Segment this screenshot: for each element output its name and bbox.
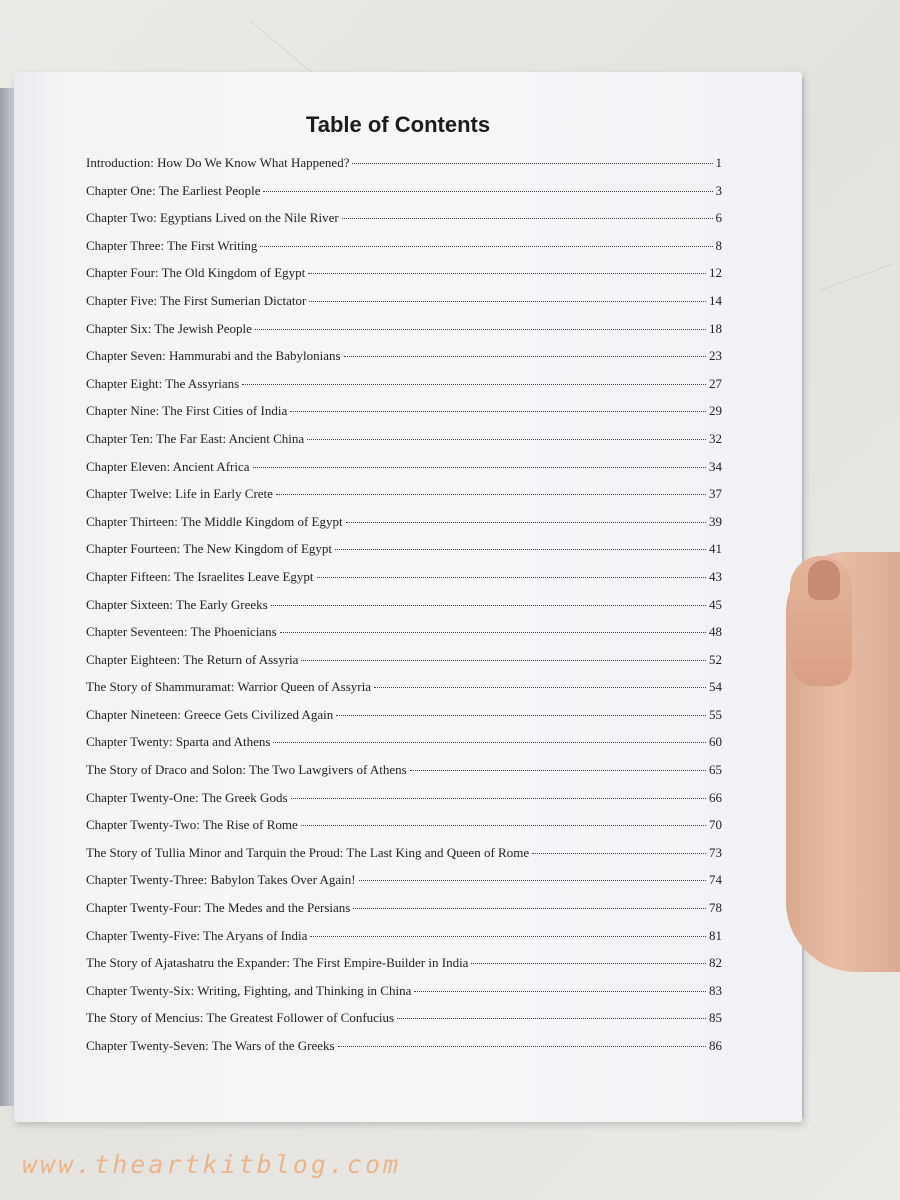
toc-page-number: 82 [709, 955, 722, 971]
toc-entry-title: Chapter Seventeen: The Phoenicians [86, 624, 277, 640]
toc-entry [86, 762, 722, 790]
toc-page-number: 86 [709, 1038, 722, 1053]
dot-leader [301, 660, 706, 661]
toc-entry [86, 155, 722, 183]
toc-entry [86, 541, 722, 569]
toc-entry-title: Chapter Fourteen: The New Kingdom of Egypt [86, 541, 332, 557]
toc-entry [86, 348, 722, 376]
dot-leader [397, 1018, 706, 1019]
dot-leader [374, 687, 706, 688]
table-of-contents [86, 155, 722, 1066]
toc-entry [86, 265, 722, 293]
toc-page-number: 41 [709, 541, 722, 557]
dot-leader [414, 991, 706, 992]
toc-entry [86, 569, 722, 597]
dot-leader [255, 329, 706, 330]
toc-entry-title: Chapter Eight: The Assyrians [86, 375, 240, 391]
toc-page-number: 70 [709, 817, 722, 833]
toc-page-number: 60 [709, 734, 722, 750]
toc-entry-title: Chapter Sixteen: The Early Greeks [86, 596, 268, 612]
page-title: Table of Contents [305, 112, 491, 137]
toc-entry [86, 679, 722, 707]
toc-page-number: 6 [715, 210, 722, 226]
toc-page-number: 12 [709, 265, 722, 281]
dot-leader [291, 798, 707, 799]
toc-page-number: 37 [709, 486, 722, 502]
toc-entry [86, 983, 722, 1011]
dot-leader [317, 577, 706, 578]
toc-entry [86, 734, 722, 762]
dot-leader [335, 549, 706, 550]
toc-page-number: 85 [709, 1010, 722, 1026]
toc-page-number: 81 [709, 927, 722, 943]
dot-leader [273, 742, 706, 743]
toc-entry-title: Chapter Nineteen: Greece Gets Civilized Again [86, 706, 334, 722]
toc-entry-title: Chapter Twenty-Two: The Rise of Rome [86, 817, 298, 833]
toc-page-number: 27 [709, 375, 722, 391]
toc-page-number: 66 [709, 789, 722, 805]
dot-leader [276, 494, 706, 495]
toc-entry-title: Chapter Two: Egyptians Lived on the Nile River [86, 210, 339, 226]
toc-entry-title: Chapter Four: The Old Kingdom of Egypt [86, 265, 306, 281]
toc-entry [86, 376, 722, 404]
toc-page-number: 43 [709, 568, 722, 584]
toc-entry-title: Chapter Twenty-Four: The Medes and the Persians [86, 900, 351, 916]
dot-leader [308, 273, 706, 274]
toc-entry-title: Chapter Twenty-Six: Writing, Fighting, and Thinking in China [86, 982, 412, 998]
toc-entry [86, 900, 722, 928]
marble-vein [250, 20, 320, 79]
toc-entry-title: Chapter Twenty: Sparta and Athens [86, 734, 271, 750]
toc-entry-title: Chapter Eighteen: The Return of Assyria [86, 651, 299, 667]
toc-page-number: 18 [709, 320, 722, 336]
toc-entry [86, 183, 722, 211]
toc-entry-title: Chapter Seven: Hammurabi and the Babylonians [86, 348, 341, 364]
dot-leader [280, 632, 706, 633]
dot-leader [253, 467, 706, 468]
toc-page-number: 52 [709, 651, 722, 667]
dot-leader [338, 1046, 706, 1047]
toc-entry-title: Chapter Twenty-Seven: The Wars of the Greeks [86, 1038, 335, 1053]
toc-page-number: 32 [709, 430, 722, 446]
dot-leader [346, 522, 706, 523]
toc-entry-title: The Story of Tullia Minor and Tarquin the Proud: The Last King and Queen of Rome [86, 844, 530, 860]
marble-vein [820, 263, 896, 291]
toc-page-number: 83 [709, 982, 722, 998]
toc-entry-title: Introduction: How Do We Know What Happened? [86, 155, 350, 170]
toc-entry [86, 210, 722, 238]
toc-entry [86, 817, 722, 845]
watermark: www.theartkitblog.com [22, 1150, 402, 1179]
toc-entry-title: The Story of Draco and Solon: The Two Lawgivers of Athens [86, 762, 407, 778]
dot-leader [353, 908, 706, 909]
toc-entry-title: The Story of Shammuramat: Warrior Queen of Assyria [86, 679, 372, 695]
toc-entry-title: Chapter Three: The First Writing [86, 237, 258, 253]
toc-entry [86, 514, 722, 542]
toc-page-number: 45 [709, 596, 722, 612]
dot-leader [352, 163, 712, 164]
dot-leader [359, 880, 706, 881]
dot-leader [471, 963, 706, 964]
thumbnail-nail [808, 560, 840, 600]
toc-entry [86, 293, 722, 321]
toc-entry-title: Chapter Fifteen: The Israelites Leave Egypt [86, 568, 314, 584]
toc-entry [86, 845, 722, 873]
dot-leader [344, 356, 706, 357]
toc-page-number: 14 [709, 292, 722, 308]
toc-entry-title: Chapter Eleven: Ancient Africa [86, 458, 250, 474]
dot-leader [410, 770, 706, 771]
toc-entry [86, 486, 722, 514]
toc-entry [86, 624, 722, 652]
dot-leader [263, 191, 712, 192]
toc-page-number: 78 [709, 900, 722, 916]
toc-entry-title: The Story of Ajatashatru the Expander: The First Empire-Builder in India [86, 955, 469, 971]
toc-entry [86, 459, 722, 487]
toc-entry [86, 431, 722, 459]
toc-entry [86, 1038, 722, 1066]
toc-entry-title: The Story of Mencius: The Greatest Follower of Confucius [86, 1010, 395, 1026]
dot-leader [271, 605, 706, 606]
toc-page-number: 1 [715, 155, 722, 170]
toc-entry-title: Chapter Twenty-Three: Babylon Takes Over Again! [86, 872, 356, 888]
toc-entry-title: Chapter Twenty-Five: The Aryans of India [86, 927, 308, 943]
dot-leader [532, 853, 706, 854]
toc-entry-title: Chapter Nine: The First Cities of India [86, 403, 288, 419]
toc-page-number: 39 [709, 513, 722, 529]
toc-entry [86, 321, 722, 349]
toc-page-number: 23 [709, 348, 722, 364]
toc-entry-title: Chapter Thirteen: The Middle Kingdom of Egypt [86, 513, 343, 529]
toc-entry [86, 928, 722, 956]
toc-entry [86, 707, 722, 735]
toc-entry-title: Chapter Twenty-One: The Greek Gods [86, 789, 288, 805]
toc-page-number: 34 [709, 458, 722, 474]
toc-entry [86, 872, 722, 900]
dot-leader [309, 301, 706, 302]
toc-entry-title: Chapter Twelve: Life in Early Crete [86, 486, 273, 502]
toc-page-number: 29 [709, 403, 722, 419]
toc-entry [86, 1010, 722, 1038]
toc-entry-title: Chapter Five: The First Sumerian Dictator [86, 292, 307, 308]
toc-entry [86, 238, 722, 266]
toc-entry [86, 790, 722, 818]
toc-page-number: 3 [715, 182, 722, 198]
toc-page-number: 74 [709, 872, 722, 888]
toc-entry [86, 955, 722, 983]
dot-leader [301, 825, 706, 826]
dot-leader [242, 384, 706, 385]
toc-page-number: 54 [709, 679, 722, 695]
toc-entry [86, 652, 722, 680]
dot-leader [307, 439, 706, 440]
dot-leader [310, 936, 706, 937]
toc-entry [86, 403, 722, 431]
toc-page-number: 55 [709, 706, 722, 722]
dot-leader [260, 246, 712, 247]
dot-leader [342, 218, 713, 219]
toc-page-number: 48 [709, 624, 722, 640]
toc-entry-title: Chapter One: The Earliest People [86, 182, 261, 198]
toc-entry-title: Chapter Ten: The Far East: Ancient China [86, 430, 305, 446]
dot-leader [290, 411, 706, 412]
dot-leader [336, 715, 706, 716]
toc-page-number: 65 [709, 762, 722, 778]
toc-page-number: 8 [715, 237, 722, 253]
toc-entry-title: Chapter Six: The Jewish People [86, 320, 252, 336]
toc-page-number: 73 [709, 844, 722, 860]
toc-entry [86, 597, 722, 625]
